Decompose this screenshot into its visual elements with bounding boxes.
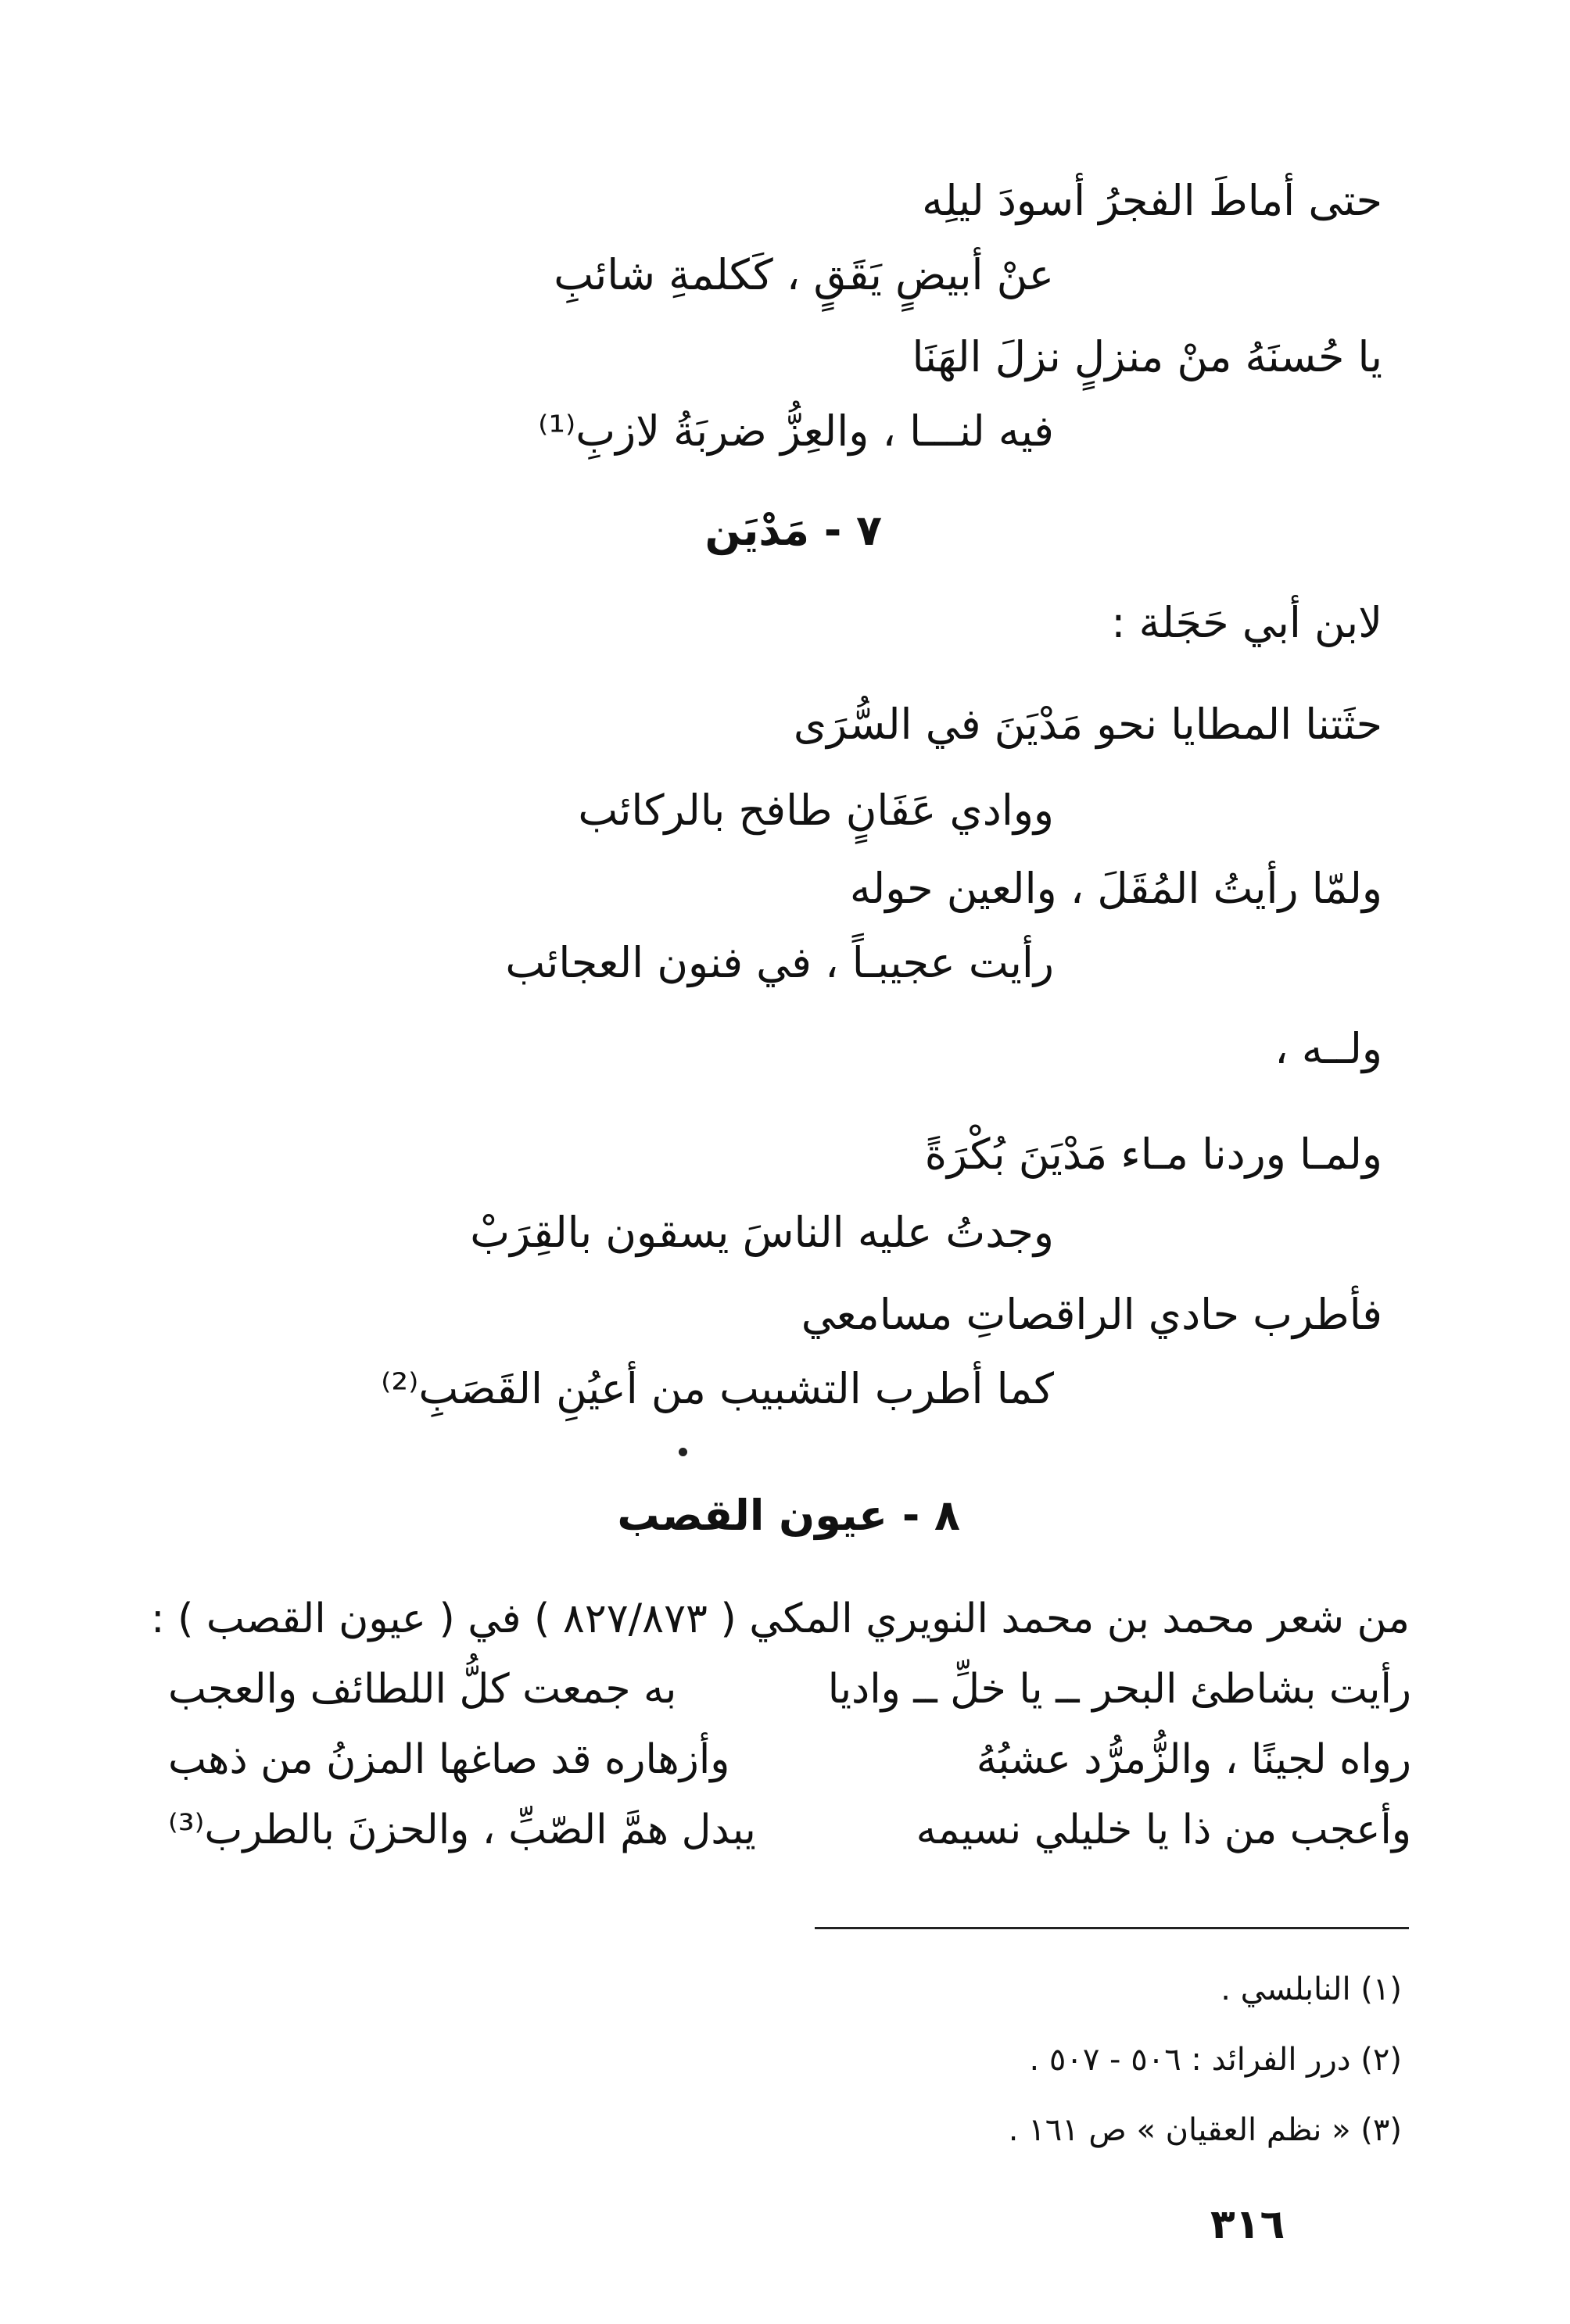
section-7-verse-3: ولمّا رأيتُ المُقَلَ ، والعين حوله: [849, 864, 1382, 913]
section-7-verse-2: ووادي عَفَانٍ طافح بالركائب: [578, 786, 1054, 835]
section-8-row-2: [168, 1736, 1411, 1794]
section-7-verse-4: رأيت عجيبـاً ، في فنون العجائب: [505, 938, 1054, 987]
footnote-separator: [815, 1927, 1409, 1929]
ornament-dot: [679, 1448, 687, 1456]
section-7-verse-8: كما أطرب التشبيب من أعيُنِ القَصَبِ⁽²⁾: [381, 1364, 1054, 1413]
section-7-verse-7: فأطرب حادي الراقصاتِ مسامعي: [801, 1290, 1382, 1339]
section-8-row-3: [168, 1807, 1411, 1864]
section-7-intro: لابن أبي حَجَلة :: [1111, 598, 1382, 647]
section-8-intro: من شعر محمد بن محمد النويري المكي ( ٨٢٧/٨٧٣ ) في ( عيون القصب ) :: [151, 1595, 1410, 1642]
section-8-row-1-left: به جمعت كلُّ اللطائف والعجب: [168, 1666, 677, 1713]
section-8-heading: ٨ - عيون القصب: [617, 1491, 960, 1540]
section-7-verse-1: حثَتنا المطايا نحو مَدْيَنَ في السُّرَى: [793, 700, 1382, 749]
section-7-heading: ٧ - مَدْيَن: [704, 506, 882, 555]
section-8-row-1: [168, 1666, 1411, 1724]
section-8-row-2-right: رواه لجينًا ، والزُّمرُّد عشبُهُ: [976, 1736, 1411, 1783]
section-7-verse-6: وجدتُ عليه الناسَ يسقون بالقِرَبْ: [470, 1208, 1054, 1257]
section-8-row-1-right: رأيت بشاطئ البحر ــ يا خلِّ ــ واديا: [827, 1666, 1411, 1713]
poem1-line-1: حتى أماطَ الفجرُ أسودَ ليلِه: [922, 176, 1382, 225]
page-number: ٣١٦: [1210, 2201, 1285, 2248]
poem1-line-3: يا حُسنَهُ منْ منزلٍ نزلَ الهَنَا: [912, 332, 1382, 381]
footnote-2: (٢) درر الفرائد : ٥٠٦ - ٥٠٧ .: [1029, 2042, 1402, 2078]
section-7-verse-5: ولمـا وردنا مـاء مَدْيَنَ بُكْرَةً: [924, 1130, 1382, 1179]
footnote-1: (١) النابلسي .: [1221, 1971, 1402, 2007]
section-7-intro-2: ولــه ،: [1274, 1024, 1382, 1073]
section-8-row-2-left: وأزهاره قد صاغها المزنُ من ذهب: [168, 1736, 730, 1783]
poem1-line-2: عنْ أبيضٍ يَقَقٍ ، كَكلمةِ شائبِ: [554, 250, 1054, 299]
section-8-row-3-right: وأعجب من ذا يا خليلي نسيمه: [916, 1807, 1411, 1853]
footnote-3: (٣) « نظم العقيان » ص ١٦١ .: [1008, 2112, 1402, 2148]
poem1-line-4: فيه لنـــا ، والعِزُّ ضربَةُ لازبِ⁽¹⁾: [538, 406, 1054, 456]
section-8-row-3-left: يبدل همَّ الصّبِّ ، والحزنَ بالطرب⁽³⁾: [168, 1807, 756, 1853]
